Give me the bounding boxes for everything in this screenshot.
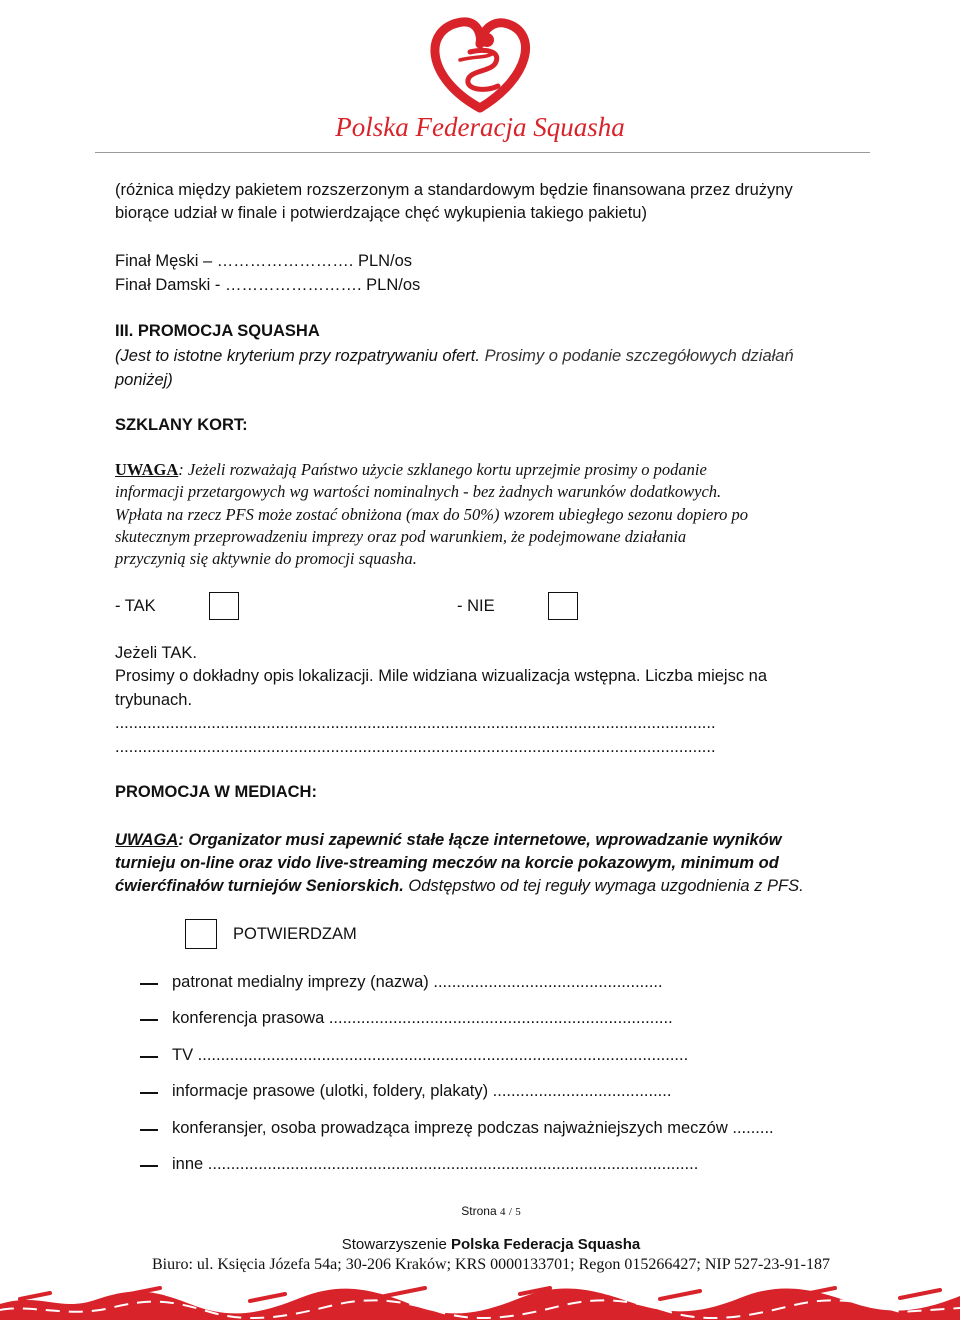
list-bullet-dash [140, 1056, 158, 1058]
page-separator: / [508, 1206, 512, 1218]
list-bullet-dash [140, 1092, 158, 1094]
list-bullet-dash [140, 1129, 158, 1131]
header-divider [95, 152, 870, 153]
media-item-other[interactable]: inne ........................................................................................................... [172, 1155, 699, 1173]
glass-uwaga-line-1 [115, 459, 707, 481]
final-women-price: Finał Damski - ……………………. PLN/os [115, 276, 421, 294]
page-prefix: Strona [461, 1204, 497, 1218]
list-bullet-dash [140, 983, 158, 985]
media-uwaga-label: UWAGA [115, 831, 179, 849]
option-yes-checkbox[interactable] [209, 592, 239, 620]
media-uwaga-text-1: : Organizator musi zapewnić stałe łącze internetowe, wprowadzanie wyników [178, 831, 782, 849]
page-number [0, 1204, 960, 1218]
media-item-press-releases[interactable]: informacje prasowe (ulotki, foldery, plakaty) ....................................... [172, 1082, 672, 1100]
note-line-2: biorące udział w finale i potwierdzające chęć wykupienia takiego pakietu) [115, 204, 647, 222]
footer-address: Biuro: ul. Księcia Józefa 54a; 30-206 Kraków; KRS 0000133701; Regon 015266427; NIP 527-23-91-187 [152, 1256, 830, 1273]
location-line-2: trybunach. [115, 691, 193, 709]
footer-org-name: Polska Federacja Squasha [450, 1236, 641, 1253]
glass-uwaga-line-3: Wpłata na rzecz PFS może zostać obniżona (max do 50%) wzorem ubiegłego sezonu dopiero po [115, 505, 749, 524]
footer-organization [0, 1236, 960, 1253]
glass-court-title: SZKLANY KORT: [115, 416, 248, 434]
media-item-press-conference[interactable]: konferencja prasowa ........................................................................... [172, 1009, 673, 1027]
list-bullet-dash [140, 1165, 158, 1167]
final-men-price: Finał Męski – ……………………. PLN/os [115, 252, 413, 270]
section-note [115, 345, 794, 368]
option-yes-label: - TAK [115, 597, 156, 615]
section-note-b: Prosimy o podanie szczegółowych działań [484, 347, 794, 365]
media-promotion-title: PROMOCJA W MEDIACH: [115, 783, 317, 801]
confirm-label: POTWIERDZAM [233, 925, 357, 943]
confirm-checkbox[interactable] [185, 919, 217, 949]
option-no-label: - NIE [457, 597, 495, 615]
list-bullet-dash [140, 1019, 158, 1021]
pfs-logo [330, 8, 630, 158]
media-uwaga-text-3: Odstępstwo od tej reguły wymaga uzgodnienia z PFS. [403, 877, 804, 895]
note-line-1: (różnica między pakietem rozszerzonym a standardowym będzie finansowana przez drużyny [115, 181, 793, 199]
location-answer-line-1[interactable]: ................................................................................................................................... [115, 714, 716, 732]
glass-uwaga-label: UWAGA [115, 460, 179, 479]
media-item-announcer[interactable]: konferansjer, osoba prowadząca imprezę podczas najważniejszych meczów ......... [172, 1119, 774, 1137]
glass-uwaga-line-5: przyczynią się aktywnie do promocji squasha. [115, 549, 417, 568]
glass-uwaga-line-4: skutecznym przeprowadzeniu imprezy oraz pod warunkiem, że podejmowane działania [115, 527, 687, 546]
media-uwaga-line-1 [115, 829, 782, 852]
if-yes-label: Jeżeli TAK. [115, 644, 197, 662]
page-current: 4 [499, 1206, 506, 1218]
option-no-checkbox[interactable] [548, 592, 578, 620]
location-line-1: Prosimy o dokładny opis lokalizacji. Mile widziana wizualizacja wstępna. Liczba miejsc na [115, 667, 768, 685]
media-uwaga-text-3-bold: ćwierćfinałów turniejów Seniorskich. [115, 877, 404, 895]
glass-uwaga-text-1: : Jeżeli rozważają Państwo użycie szklanego kortu uprzejmie prosimy o podanie [178, 460, 707, 479]
glass-uwaga-line-2: informacji przetargowych wg wartości nominalnych - bez żadnych warunków dodatkowych. [115, 482, 722, 501]
section-note-c: poniżej) [115, 371, 173, 389]
section-note-a: (Jest to istotne kryterium przy rozpatrywaniu ofert. [115, 347, 480, 365]
media-uwaga-line-3 [115, 875, 804, 898]
footer-brush-stroke [0, 1274, 960, 1320]
section-title-promotion: III. PROMOCJA SQUASHA [115, 322, 320, 340]
page-total: 5 [515, 1206, 521, 1218]
logo-text: Polska Federacja Squasha [335, 112, 625, 142]
footer-org-prefix: Stowarzyszenie [341, 1236, 447, 1253]
media-uwaga-line-2: turnieju on-line oraz vido live-streaming meczów na korcie pokazowym, minimum od [115, 854, 779, 872]
media-item-tv[interactable]: TV ........................................................................................................... [172, 1046, 689, 1064]
location-answer-line-2[interactable]: ................................................................................................................................... [115, 738, 716, 756]
media-item-patronage[interactable]: patronat medialny imprezy (nazwa) .................................................. [172, 973, 663, 991]
